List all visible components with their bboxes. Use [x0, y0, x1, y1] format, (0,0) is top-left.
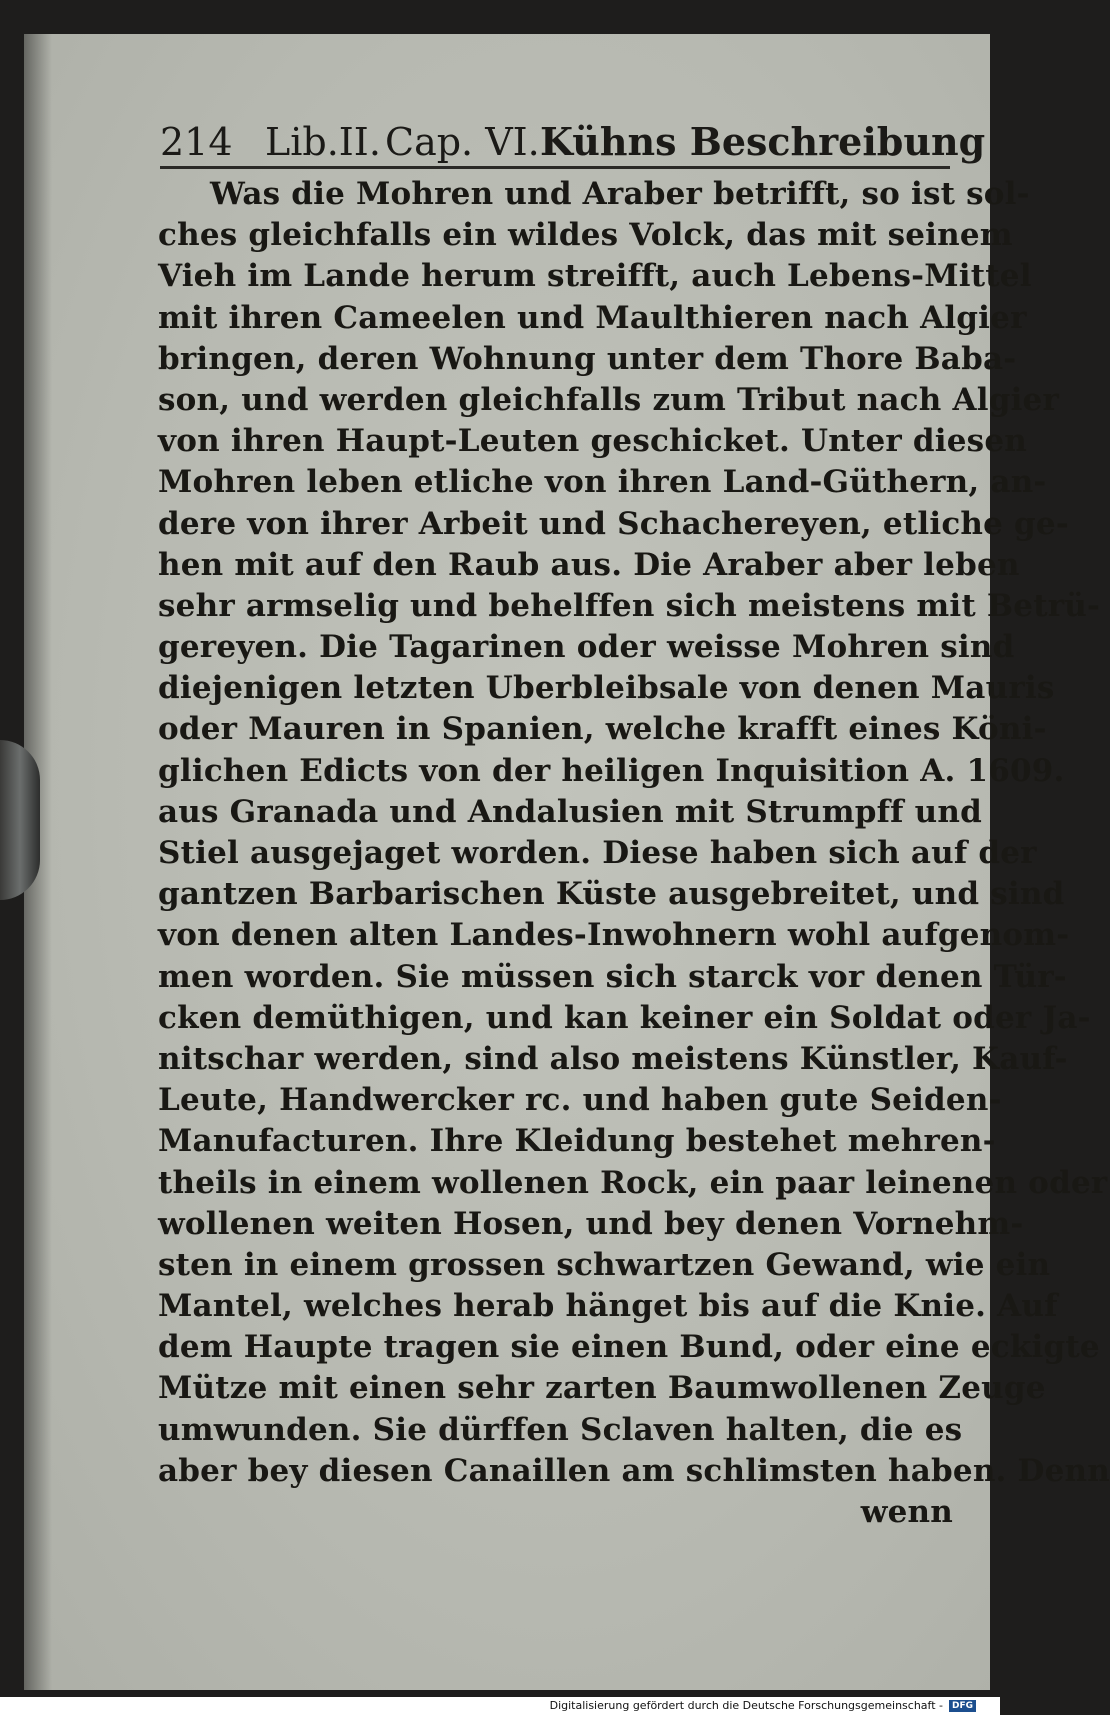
text-line: gantzen Barbarischen Küste ausgebreitet, und sind — [158, 876, 1065, 913]
text-line: wollenen weiten Hosen, und bey denen Vornehm- — [158, 1205, 1024, 1242]
dfg-logo: DFG — [949, 1700, 976, 1712]
text-line: cken demüthigen, und kan keiner ein Soldat oder Ja- — [158, 999, 1091, 1036]
catchword: wenn — [860, 1494, 953, 1530]
funding-credit: Digitalisierung gefördert durch die Deutsche Forschungsgemeinschaft - — [549, 1699, 943, 1712]
footer-credit — [550, 1697, 976, 1715]
footer-bar — [0, 1697, 1000, 1715]
text-line: men worden. Sie müssen sich starck vor denen Tür- — [158, 958, 1067, 995]
text-line: sten in einem grossen schwartzen Gewand, wie ein — [158, 1246, 1051, 1283]
running-title: Kühns Beschreibung — [540, 119, 986, 164]
page-number: 214 — [160, 120, 233, 164]
page-clip — [0, 740, 40, 900]
text-line: dere von ihrer Arbeit und Schachereyen, etliche ge- — [158, 505, 1069, 542]
text-line: Leute, Handwercker rc. und haben gute Seiden- — [158, 1082, 1002, 1119]
text-line: bringen, deren Wohnung unter dem Thore Baba- — [158, 340, 1017, 377]
text-line: hen mit auf den Raub aus. Die Araber aber leben — [158, 546, 1020, 583]
running-header — [160, 118, 986, 166]
text-line: umwunden. Sie dürffen Sclaven halten, die es — [158, 1411, 963, 1448]
text-line: Mantel, welches herab hänget bis auf die Knie. Auf — [158, 1288, 1058, 1325]
text-line: gereyen. Die Tagarinen oder weisse Mohren sind — [158, 629, 1015, 666]
chapter-label: Cap. VI. — [385, 120, 540, 164]
text-line: nitschar werden, sind also meistens Künstler, Kauf- — [158, 1040, 1068, 1077]
header-rule — [160, 166, 950, 169]
text-line: theils in einem wollenen Rock, ein paar leinenen oder — [158, 1164, 1108, 1201]
book-label: Lib.II. — [265, 120, 381, 164]
text-line: glichen Edicts von der heiligen Inquisition A. 1609. — [158, 752, 1065, 789]
text-line: dem Haupte tragen sie einen Bund, oder eine eckigte — [158, 1329, 1100, 1366]
text-line: von ihren Haupt-Leuten geschicket. Unter diesen — [158, 423, 1027, 460]
text-line: Mohren leben etliche von ihren Land-Güthern, an- — [158, 464, 1047, 501]
text-line: oder Mauren in Spanien, welche krafft eines Köni- — [158, 711, 1047, 748]
text-line: aus Granada und Andalusien mit Strumpff und — [158, 793, 982, 830]
text-line: Manufacturen. Ihre Kleidung bestehet mehren- — [158, 1123, 996, 1160]
text-line: mit ihren Cameelen und Maulthieren nach Algier — [158, 299, 1027, 336]
body-text — [158, 174, 1110, 1533]
text-line: Stiel ausgejaget worden. Diese haben sich auf der — [158, 835, 1037, 871]
text-line: son, und werden gleichfalls zum Tribut nach Algier — [158, 381, 1060, 418]
text-line: ches gleichfalls ein wildes Volck, das mit seinem — [158, 217, 1013, 254]
text-line: Vieh im Lande herum streifft, auch Lebens-Mittel — [158, 258, 1032, 295]
text-line: Mütze mit einen sehr zarten Baumwollenen Zeuge — [158, 1370, 1046, 1407]
text-line: diejenigen letzten Uberbleibsale von denen Mauris — [158, 670, 1055, 707]
text-line: aber bey diesen Canaillen am schlimsten haben. Denn — [158, 1452, 1110, 1489]
text-line: sehr armselig und behelffen sich meistens mit Betrü- — [158, 587, 1101, 624]
text-line: Was die Mohren und Araber betrifft, so ist sol- — [210, 176, 1030, 212]
text-line: von denen alten Landes-Inwohnern wohl aufgenom- — [158, 917, 1070, 954]
